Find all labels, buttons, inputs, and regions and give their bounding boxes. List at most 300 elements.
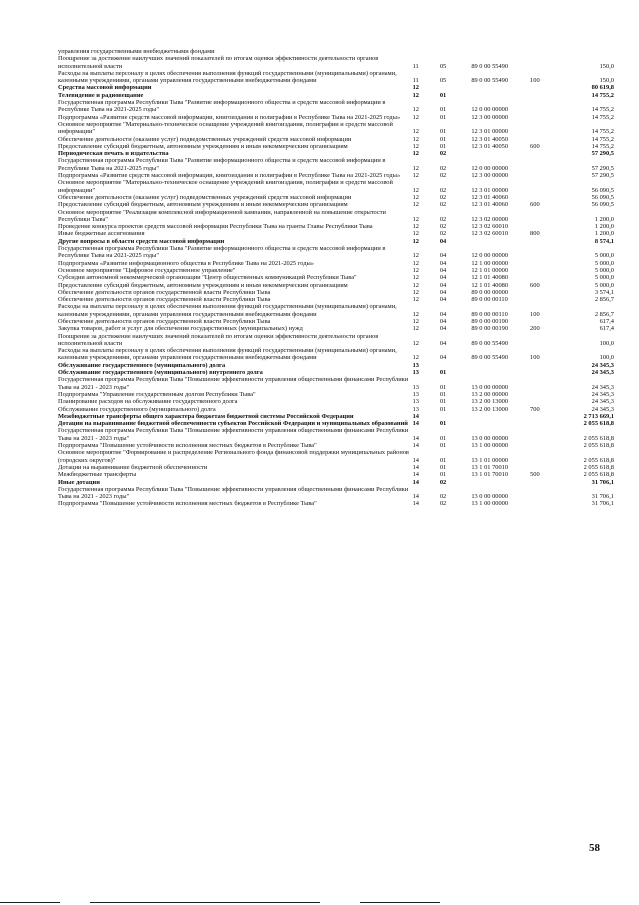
table-row [58, 406, 614, 413]
table-row [58, 318, 614, 325]
row-expense-type [530, 427, 559, 442]
row-subsection: 02 [439, 500, 447, 508]
row-target-article: 89 0 00 55490 [471, 77, 509, 85]
row-section: 12 [412, 325, 419, 333]
table-row [58, 376, 614, 391]
row-expense-type [530, 92, 559, 99]
row-section: 12 [412, 296, 419, 304]
row-target-article: 89 0 00 55490 [471, 339, 509, 347]
row-subsection: 02 [439, 193, 447, 201]
row-section: 13 [412, 405, 419, 413]
row-subsection: 01 [439, 420, 447, 428]
row-name: Обеспечение деятельности (оказание услуг) подведомственных учреждений средств массовой информации [58, 135, 352, 143]
row-section: 12 [412, 128, 419, 136]
row-amount: 14 755,2 [591, 142, 614, 150]
row-amount: 57 290,5 [591, 150, 614, 158]
row-target-article: 12 3 01 40060 [471, 193, 509, 201]
row-subsection: 01 [439, 128, 447, 136]
row-amount: 14 755,2 [591, 106, 614, 114]
row-subsection: 04 [439, 274, 447, 282]
row-amount: 56 090,5 [591, 201, 614, 209]
row-expense-type [530, 245, 559, 260]
row-amount: 1 200,0 [594, 215, 614, 223]
row-expense-type [530, 114, 559, 121]
table-row [58, 486, 614, 501]
row-expense-type [530, 362, 559, 369]
row-subsection: 02 [439, 223, 447, 231]
row-section: 12 [412, 317, 419, 325]
table-row [58, 114, 614, 121]
row-name: Межбюджетные трансферты [58, 471, 137, 479]
footer-rule [90, 902, 320, 903]
row-section: 12 [412, 237, 419, 245]
row-name: Государственная программа Республики Тыва "Развитие информационного общества и средств массовой информации в Республике Тыва на 2021-2025 годы" [58, 99, 386, 114]
table-row [58, 238, 614, 245]
budget-table-body [58, 48, 614, 508]
row-subsection [440, 48, 471, 55]
row-name: Планирование расходов на обслуживание государственного долга [58, 398, 238, 406]
row-expense-type: 600 [530, 142, 540, 150]
row-target-article: 12 0 00 00000 [471, 164, 509, 172]
row-subsection [440, 84, 471, 91]
row-subsection: 01 [439, 142, 447, 150]
table-row [58, 479, 614, 486]
row-name: Дотации на выравнивание бюджетной обеспеченности субъектов Российской Федерации и муниципальных образований [58, 420, 408, 428]
row-amount: 24 345,3 [591, 369, 614, 377]
row-subsection: 04 [439, 288, 447, 296]
table-row [58, 179, 614, 194]
table-row [58, 157, 614, 172]
row-expense-type [530, 238, 559, 245]
row-name: Обеспечение деятельности органов государственной власти Республики Тыва [58, 317, 271, 325]
row-amount: 31 706,1 [591, 478, 614, 486]
table-row [58, 143, 614, 150]
row-subsection: 02 [439, 150, 447, 158]
table-row [58, 136, 614, 143]
row-expense-type [530, 391, 559, 398]
row-expense-type [530, 179, 559, 194]
table-row [58, 209, 614, 224]
row-subsection: 01 [439, 471, 447, 479]
table-row [58, 274, 614, 281]
row-section: 13 [412, 398, 419, 406]
row-section: 12 [412, 310, 419, 318]
row-amount: 2 055 618,8 [583, 434, 614, 442]
row-amount: 617,4 [599, 317, 614, 325]
row-name: Обслуживание государственного (муниципального) долга [58, 361, 226, 369]
row-amount: 2 856,7 [594, 296, 614, 304]
row-expense-type [530, 84, 559, 91]
table-row [58, 121, 614, 136]
row-section: 12 [412, 288, 419, 296]
row-expense-type: 100 [530, 310, 540, 318]
row-amount: 1 200,0 [594, 230, 614, 238]
row-expense-type [530, 398, 559, 405]
row-name: управления государственными внебюджетными фондами [58, 48, 215, 55]
row-amount: 1 200,0 [594, 223, 614, 231]
row-name: Подпрограмма "Повышение устойчивости исполнения местных бюджетов в Республике Тыва" [58, 500, 317, 508]
table-row [58, 464, 614, 471]
table-row [58, 245, 614, 260]
row-amount: 100,0 [599, 354, 614, 362]
row-section: 12 [412, 186, 419, 194]
row-target-article: 13 1 01 70010 [471, 463, 509, 471]
row-subsection: 01 [439, 405, 447, 413]
row-target-article: 13 1 00 00000 [471, 500, 509, 508]
table-row [58, 99, 614, 114]
row-subsection: 04 [439, 237, 447, 245]
row-section: 12 [412, 193, 419, 201]
row-section: 12 [412, 150, 419, 158]
row-name: Подпрограмма «Развитие средств массовой информации, книгоиздания и полиграфии в Республике Тыва на 2021-2025 годы» [58, 172, 401, 180]
row-target-article [471, 420, 530, 427]
row-section: 12 [412, 354, 419, 362]
row-amount: 14 755,2 [591, 128, 614, 136]
row-name: Закупка товаров, работ и услуг для обеспечения государственных (муниципальных) нужд [58, 325, 303, 333]
row-subsection: 04 [439, 281, 447, 289]
row-section: 12 [412, 281, 419, 289]
row-name: Предоставление субсидий бюджетным, автономным учреждениям и иным некоммерческим организациям [58, 142, 348, 150]
row-target-article: 12 1 00 00000 [471, 259, 509, 267]
table-row [58, 369, 614, 376]
row-subsection: 01 [439, 390, 447, 398]
table-row [58, 427, 614, 442]
table-row [58, 194, 614, 201]
row-target-article [471, 413, 530, 420]
table-row [58, 267, 614, 274]
row-target-article: 12 0 00 00000 [471, 106, 509, 114]
row-name: Государственная программа Республики Тыва "Повышение эффективности управления общественными финансами Республики Тыва на 2021 - 2023 годы" [58, 376, 409, 391]
row-target-article [471, 84, 530, 91]
row-target-article [471, 92, 530, 99]
row-section: 13 [412, 369, 419, 377]
row-expense-type [530, 420, 559, 427]
row-amount: 56 090,5 [591, 186, 614, 194]
row-amount: 617,4 [599, 325, 614, 333]
row-amount: 56 090,5 [591, 193, 614, 201]
row-amount: 24 345,3 [591, 361, 614, 369]
row-subsection: 04 [439, 339, 447, 347]
row-expense-type [530, 55, 559, 70]
row-amount: 14 755,2 [591, 113, 614, 121]
row-subsection: 01 [439, 442, 447, 450]
row-name: Телевидение и радиовещание [58, 91, 144, 99]
row-amount: 100,0 [599, 339, 614, 347]
budget-table [58, 48, 614, 508]
row-subsection: 02 [439, 493, 447, 501]
row-expense-type [530, 267, 559, 274]
row-amount: 3 574,1 [594, 288, 614, 296]
row-section: 14 [412, 442, 419, 450]
row-section: 13 [412, 383, 419, 391]
row-target-article: 13 2 00 13000 [471, 398, 509, 406]
row-name: Обеспечение деятельности (оказание услуг) подведомственных учреждений средств массовой информации [58, 193, 352, 201]
row-expense-type [530, 318, 559, 325]
row-section: 14 [412, 471, 419, 479]
table-row [58, 84, 614, 91]
row-expense-type [530, 333, 559, 348]
row-expense-type [530, 376, 559, 391]
table-row [58, 442, 614, 449]
row-section: 12 [412, 230, 419, 238]
table-row [58, 333, 614, 348]
row-expense-type [530, 194, 559, 201]
table-row [58, 398, 614, 405]
row-expense-type [530, 121, 559, 136]
row-amount: 150,0 [599, 77, 614, 85]
row-target-article: 13 1 01 70010 [471, 471, 509, 479]
row-name: Иные бюджетные ассигнования [58, 230, 145, 238]
row-name: Периодическая печать и издательства [58, 150, 169, 158]
row-subsection: 02 [439, 164, 447, 172]
row-subsection: 04 [439, 317, 447, 325]
row-subsection: 01 [439, 434, 447, 442]
row-amount: 2 055 618,8 [583, 463, 614, 471]
row-name: Подпрограмма «Развитие информационного общества в Республике Тыва на 2021-2025 годы» [58, 259, 314, 267]
table-row [58, 449, 614, 464]
row-amount: 31 706,1 [591, 493, 614, 501]
row-target-article: 12 3 01 40050 [471, 135, 509, 143]
row-target-article: 13 0 00 00000 [471, 493, 509, 501]
row-name: Основное мероприятие "Реализация комплексной информационной кампании, направленной на повышение открытости Республики Тыва" [58, 208, 386, 223]
row-section: 12 [412, 172, 419, 180]
table-row [58, 172, 614, 179]
row-name: Проведение конкурса проектов средств массовой информации Республики Тыва на гранты Главы Республики Тыва [58, 223, 373, 231]
row-target-article [471, 479, 530, 486]
row-subsection: 04 [439, 252, 447, 260]
row-expense-type [530, 274, 559, 281]
row-name: Государственная программа Республики Тыва "Повышение эффективности управления общественными финансами Республики Тыва на 2021 - 2023 годы" [58, 485, 409, 501]
table-row [58, 325, 614, 332]
row-subsection: 01 [439, 113, 447, 121]
row-target-article [471, 150, 530, 157]
row-amount: 5 000,0 [594, 281, 614, 289]
row-target-article: 12 3 01 40050 [471, 142, 509, 150]
row-subsection: 01 [439, 135, 447, 143]
row-expense-type [530, 136, 559, 143]
row-amount: 24 345,3 [591, 405, 614, 413]
row-name: Дотации на выравнивание бюджетной обеспеченности [58, 463, 208, 471]
row-name: Обслуживание государственного (муниципального) долга [58, 405, 216, 413]
row-section: 12 [412, 215, 419, 223]
row-target-article: 89 0 00 55490 [471, 62, 509, 70]
row-expense-type [530, 500, 559, 507]
row-target-article: 13 0 00 00000 [471, 434, 509, 442]
row-target-article: 12 3 00 00000 [471, 113, 509, 121]
row-expense-type [530, 296, 559, 303]
row-section [413, 48, 440, 55]
row-target-article: 12 3 02 00000 [471, 215, 509, 223]
row-name: Поощрение за достижение наилучших значений показателей по итогам оценки эффективности деятельности органов исполнительной власти [58, 332, 379, 347]
table-row [58, 471, 614, 478]
row-target-article: 13 0 00 00000 [471, 383, 509, 391]
row-name: Государственная программа Республики Тыва "Развитие информационного общества и средств массовой информации в Республике Тыва на 2021-2025 годы" [58, 245, 386, 260]
row-target-article: 12 3 01 00000 [471, 186, 509, 194]
row-section: 12 [412, 106, 419, 114]
row-target-article: 89 0 00 00190 [471, 317, 509, 325]
row-subsection: 05 [439, 62, 447, 70]
row-amount: 57 290,5 [591, 164, 614, 172]
footer-rule [0, 902, 60, 903]
row-target-article: 13 1 01 00000 [471, 456, 509, 464]
row-amount: 24 345,3 [591, 398, 614, 406]
row-expense-type: 700 [530, 405, 540, 413]
row-subsection: 04 [439, 354, 447, 362]
row-target-article: 13 2 00 13000 [471, 405, 509, 413]
row-expense-type [530, 172, 559, 179]
row-amount: 31 706,1 [591, 500, 614, 508]
row-subsection: 01 [439, 456, 447, 464]
row-expense-type [530, 369, 559, 376]
row-section: 12 [412, 252, 419, 260]
row-name: Предоставление субсидий бюджетным, автономным учреждениям и иным некоммерческим организациям [58, 201, 348, 209]
row-amount: 5 000,0 [594, 252, 614, 260]
row-subsection: 02 [439, 215, 447, 223]
row-section: 14 [412, 412, 419, 420]
row-target-article: 89 0 00 00110 [471, 296, 508, 304]
row-subsection: 04 [439, 266, 447, 274]
table-row [58, 260, 614, 267]
row-amount [559, 48, 614, 55]
row-name: Основное мероприятие "Материально-техническое оснащение учреждений книгоиздания, полиграфии и средств массовой информации" [58, 179, 393, 194]
row-section: 13 [412, 390, 419, 398]
row-target-article [471, 48, 530, 55]
row-target-article: 12 3 00 00000 [471, 172, 509, 180]
row-subsection: 01 [439, 91, 447, 99]
row-section: 12 [412, 339, 419, 347]
row-section: 11 [412, 77, 419, 85]
table-row [58, 303, 614, 318]
table-row [58, 150, 614, 157]
row-expense-type [530, 48, 559, 55]
row-expense-type [530, 99, 559, 114]
row-expense-type [530, 150, 559, 157]
row-target-article: 12 1 01 40080 [471, 281, 509, 289]
row-name: Расходы на выплаты персоналу в целях обеспечения выполнения функций государственными (муниципальными) органами, казенными учреждениями, органами управления государственными внебюджетными фондами [58, 69, 397, 85]
row-target-article: 12 3 01 40060 [471, 201, 509, 209]
row-name: Иные дотации [58, 478, 100, 486]
row-name: Поощрение за достижение наилучших значений показателей по итогам оценки эффективности деятельности органов исполнительной власти [58, 55, 379, 70]
row-subsection: 02 [439, 230, 447, 238]
row-target-article: 13 1 00 00000 [471, 442, 509, 450]
table-row [58, 48, 614, 55]
table-row [58, 282, 614, 289]
row-subsection: 05 [439, 77, 447, 85]
row-section: 12 [412, 266, 419, 274]
row-amount: 80 619,8 [591, 84, 614, 92]
row-name: Расходы на выплаты персоналу в целях обеспечения выполнения функций государственными (муниципальными) органами, казенными учреждениями, органами управления государственными внебюджетными фондами [58, 303, 397, 318]
row-section: 14 [412, 420, 419, 428]
table-row [58, 92, 614, 99]
row-target-article: 12 3 01 00000 [471, 128, 509, 136]
row-subsection: 01 [439, 106, 447, 114]
row-name: Подпрограмма «Развитие средств массовой информации, книгоиздания и полиграфии в Республике Тыва на 2021-2025 годы» [58, 113, 401, 121]
table-row [58, 223, 614, 230]
row-name: Предоставление субсидий бюджетным, автономным учреждениям и иным некоммерческим организациям [58, 281, 348, 289]
row-target-article: 12 3 02 60010 [471, 230, 509, 238]
table-row [58, 230, 614, 237]
row-amount: 2 055 618,8 [583, 456, 614, 464]
row-target-article: 89 0 00 00190 [471, 325, 509, 333]
row-name: Подпрограмма "Повышение устойчивости исполнения местных бюджетов в Республике Тыва" [58, 442, 317, 450]
row-amount: 150,0 [599, 62, 614, 70]
row-expense-type [530, 479, 559, 486]
table-row [58, 70, 614, 85]
table-row [58, 347, 614, 362]
row-subsection: 01 [439, 398, 447, 406]
row-amount: 2 856,7 [594, 310, 614, 318]
row-subsection: 02 [439, 201, 447, 209]
row-section: 13 [412, 361, 419, 369]
table-row [58, 420, 614, 427]
row-expense-type [530, 464, 559, 471]
row-expense-type [530, 449, 559, 464]
row-section: 12 [412, 135, 419, 143]
row-section: 12 [412, 259, 419, 267]
row-section: 12 [412, 164, 419, 172]
row-section: 14 [412, 456, 419, 464]
row-name: Обеспечение деятельности органов государственной власти Республики Тыва [58, 288, 271, 296]
row-target-article: 12 1 01 40080 [471, 274, 509, 282]
row-subsection: 02 [439, 186, 447, 194]
row-subsection: 04 [439, 259, 447, 267]
row-target-article [471, 369, 530, 376]
row-target-article: 89 0 00 00110 [471, 310, 508, 318]
row-name: Обслуживание государственного (муниципального) внутреннего долга [58, 369, 263, 377]
row-expense-type [530, 442, 559, 449]
row-section: 12 [412, 223, 419, 231]
row-target-article [471, 238, 530, 245]
row-expense-type: 100 [530, 77, 540, 85]
row-subsection [440, 413, 471, 420]
row-expense-type [530, 209, 559, 224]
row-amount: 24 345,3 [591, 390, 614, 398]
row-amount: 57 290,5 [591, 172, 614, 180]
table-row [58, 289, 614, 296]
row-amount: 2 055 618,8 [583, 442, 614, 450]
footer-rule [360, 902, 440, 903]
row-name: Основное мероприятие "Формирование и распределение Регионального фонда финансовой поддержки муниципальных районов (городских округов)" [58, 449, 409, 464]
row-section: 14 [412, 478, 419, 486]
row-expense-type [530, 223, 559, 230]
row-name: Государственная программа Республики Тыва "Развитие информационного общества и средств массовой информации в Республике Тыва на 2021-2025 годы" [58, 157, 386, 172]
row-name: Обеспечение деятельности органов государственной власти Республики Тыва [58, 296, 271, 304]
row-name: Основное мероприятие "Материально-техническое оснащение учреждений книгоиздания, полиграфии и средств массовой информации" [58, 120, 393, 136]
row-name: Межбюджетные трансферты общего характера бюджетам бюджетной системы Российской Федерации [58, 412, 354, 420]
row-section: 12 [412, 201, 419, 209]
row-section: 12 [412, 274, 419, 282]
row-expense-type: 600 [530, 281, 540, 289]
table-row [58, 296, 614, 303]
row-target-article: 12 3 02 60010 [471, 223, 509, 231]
row-name: Расходы на выплаты персоналу в целях обеспечения выполнения функций государственными (муниципальными) органами, казенными учреждениями, органами управления государственными внебюджетными фондами [58, 347, 397, 362]
row-subsection: 04 [439, 310, 447, 318]
table-row [58, 391, 614, 398]
row-expense-type [530, 413, 559, 420]
row-subsection: 02 [439, 478, 447, 486]
row-amount: 14 755,2 [591, 91, 614, 99]
row-section: 12 [412, 91, 419, 99]
row-amount: 24 345,3 [591, 383, 614, 391]
table-row [58, 413, 614, 420]
row-expense-type: 600 [530, 201, 540, 209]
row-subsection: 02 [439, 172, 447, 180]
row-expense-type: 500 [530, 471, 540, 479]
row-name: Другие вопросы в области средств массовой информации [58, 237, 225, 245]
row-amount: 2 055 618,8 [583, 420, 614, 428]
row-amount: 5 000,0 [594, 266, 614, 274]
row-expense-type [530, 289, 559, 296]
